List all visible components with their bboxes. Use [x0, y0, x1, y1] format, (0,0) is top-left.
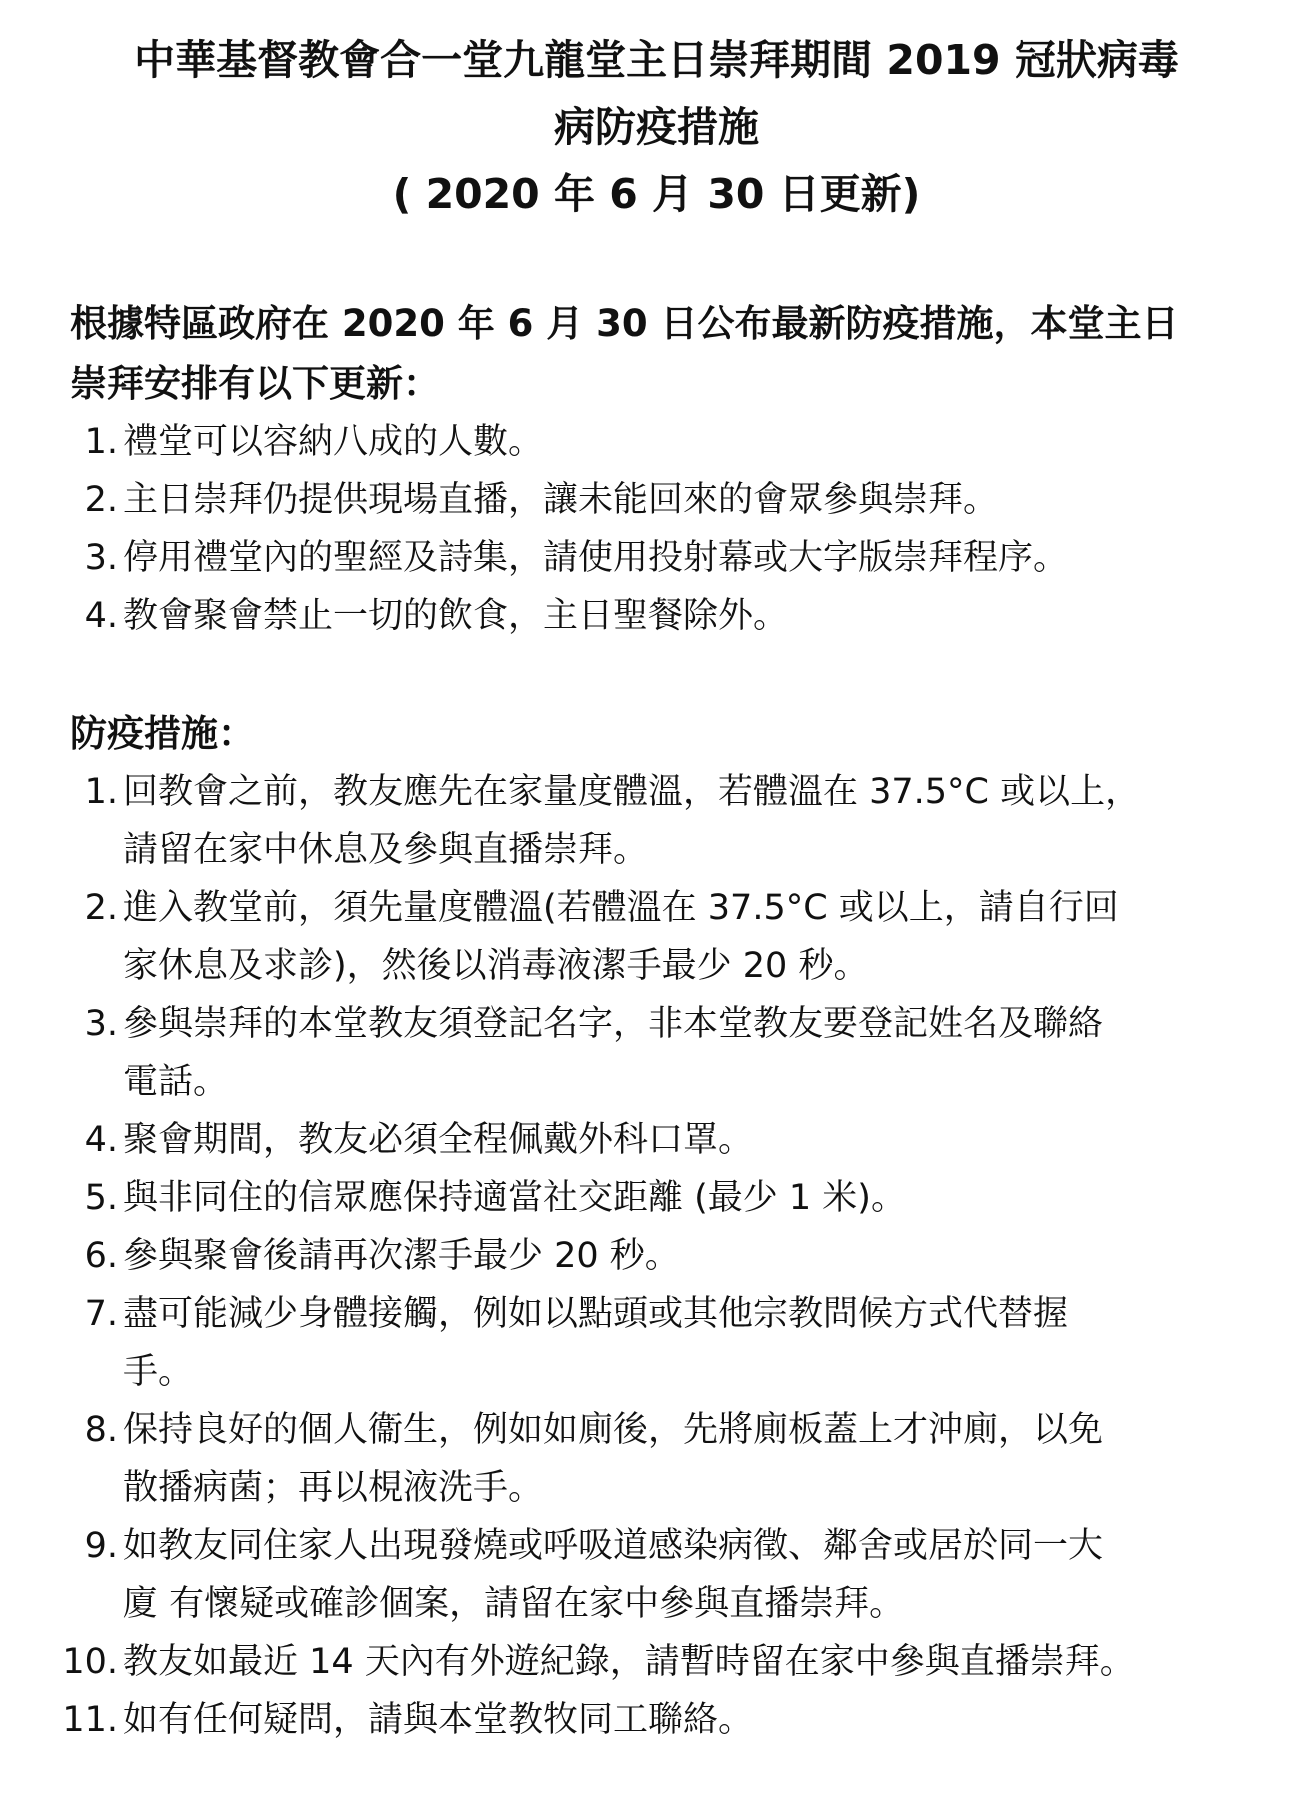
list-item-number: 1. — [84, 422, 118, 462]
list-item — [0, 1410, 1313, 1508]
list-item-number: 2. — [84, 888, 118, 928]
list-item-number: 5. — [84, 1178, 118, 1218]
intro-line-2: 崇拜安排有以下更新： — [70, 362, 440, 405]
list-item — [0, 1236, 1313, 1283]
list-item-number: 3. — [84, 538, 118, 578]
list-item-text: 與非同住的信眾應保持適當社交距離 (最少 1 米)。 — [123, 1178, 906, 1218]
list-item-number: 8. — [84, 1410, 118, 1450]
list-item-text: 盡可能減少身體接觸，例如以點頭或其他宗教問候方式代替握 — [123, 1294, 1069, 1334]
list-item-continuation: 散播病菌；再以梘液洗手。 — [123, 1468, 544, 1508]
list-item — [0, 1004, 1313, 1102]
list-item-number: 2. — [84, 480, 118, 520]
list-item-number: 4. — [84, 596, 118, 636]
list-item — [0, 480, 1313, 527]
list-item — [0, 888, 1313, 986]
list-item-continuation: 廈 有懷疑或確診個案，請留在家中參與直播崇拜。 — [123, 1584, 905, 1624]
list-item-text: 聚會期間，教友必須全程佩戴外科口罩。 — [123, 1120, 754, 1160]
list-item — [0, 422, 1313, 469]
list-item-text: 教友如最近 14 天內有外遊紀錄，請暫時留在家中參與直播崇拜。 — [123, 1642, 1135, 1682]
list-item-text: 如有任何疑問，請與本堂教牧同工聯絡。 — [123, 1700, 754, 1740]
list-item-text: 主日崇拜仍提供現場直播，讓未能回來的會眾參與崇拜。 — [123, 480, 999, 520]
list-item-text: 進入教堂前，須先量度體溫(若體溫在 37.5°C 或以上，請自行回 — [123, 888, 1119, 928]
list-item-text: 參與聚會後請再次潔手最少 20 秒。 — [123, 1236, 680, 1276]
title-line-2: 病防疫措施 — [554, 103, 759, 151]
list-item-number: 6. — [84, 1236, 118, 1276]
list-item-number: 9. — [84, 1526, 118, 1566]
list-item — [0, 772, 1313, 870]
list-item-continuation: 家休息及求診)，然後以消毒液潔手最少 20 秒。 — [123, 946, 869, 986]
measures-heading: 防疫措施： — [70, 712, 255, 755]
list-item-number: 11. — [62, 1700, 118, 1740]
list-item-number: 4. — [84, 1120, 118, 1160]
list-item — [0, 1526, 1313, 1624]
list-item-text: 回教會之前，教友應先在家量度體溫，若體溫在 37.5°C 或以上， — [123, 772, 1141, 812]
list-item-continuation: 電話。 — [123, 1062, 229, 1102]
list-item-text: 禮堂可以容納八成的人數。 — [123, 422, 544, 462]
list-item-text: 教會聚會禁止一切的飲食，主日聖餐除外。 — [123, 596, 789, 636]
list-item-number: 3. — [84, 1004, 118, 1044]
list-item-text: 如教友同住家人出現發燒或呼吸道感染病徵、鄰舍或居於同一大 — [123, 1526, 1104, 1566]
list-item-number: 7. — [84, 1294, 118, 1334]
list-item-number: 1. — [84, 772, 118, 812]
list-item-number: 10. — [62, 1642, 118, 1682]
list-item — [0, 1700, 1313, 1747]
list-item-continuation: 請留在家中休息及參與直播崇拜。 — [123, 830, 649, 870]
list-item — [0, 1294, 1313, 1392]
list-item — [0, 538, 1313, 585]
list-item-text: 停用禮堂內的聖經及詩集，請使用投射幕或大字版崇拜程序。 — [123, 538, 1069, 578]
list-item-continuation: 手。 — [123, 1352, 194, 1392]
list-item — [0, 1178, 1313, 1225]
title-line-1: 中華基督教會合一堂九龍堂主日崇拜期間 2019 冠狀病毒 — [134, 36, 1179, 84]
list-item — [0, 596, 1313, 643]
list-item-text: 保持良好的個人衞生，例如如廁後，先將廁板蓋上才沖廁，以免 — [123, 1410, 1104, 1450]
title-update-date: ( 2020 年 6 月 30 日更新) — [392, 170, 921, 218]
list-item — [0, 1120, 1313, 1167]
list-item — [0, 1642, 1313, 1689]
list-item-text: 參與崇拜的本堂教友須登記名字，非本堂教友要登記姓名及聯絡 — [123, 1004, 1104, 1044]
intro-line-1: 根據特區政府在 2020 年 6 月 30 日公布最新防疫措施，本堂主日 — [70, 302, 1179, 345]
